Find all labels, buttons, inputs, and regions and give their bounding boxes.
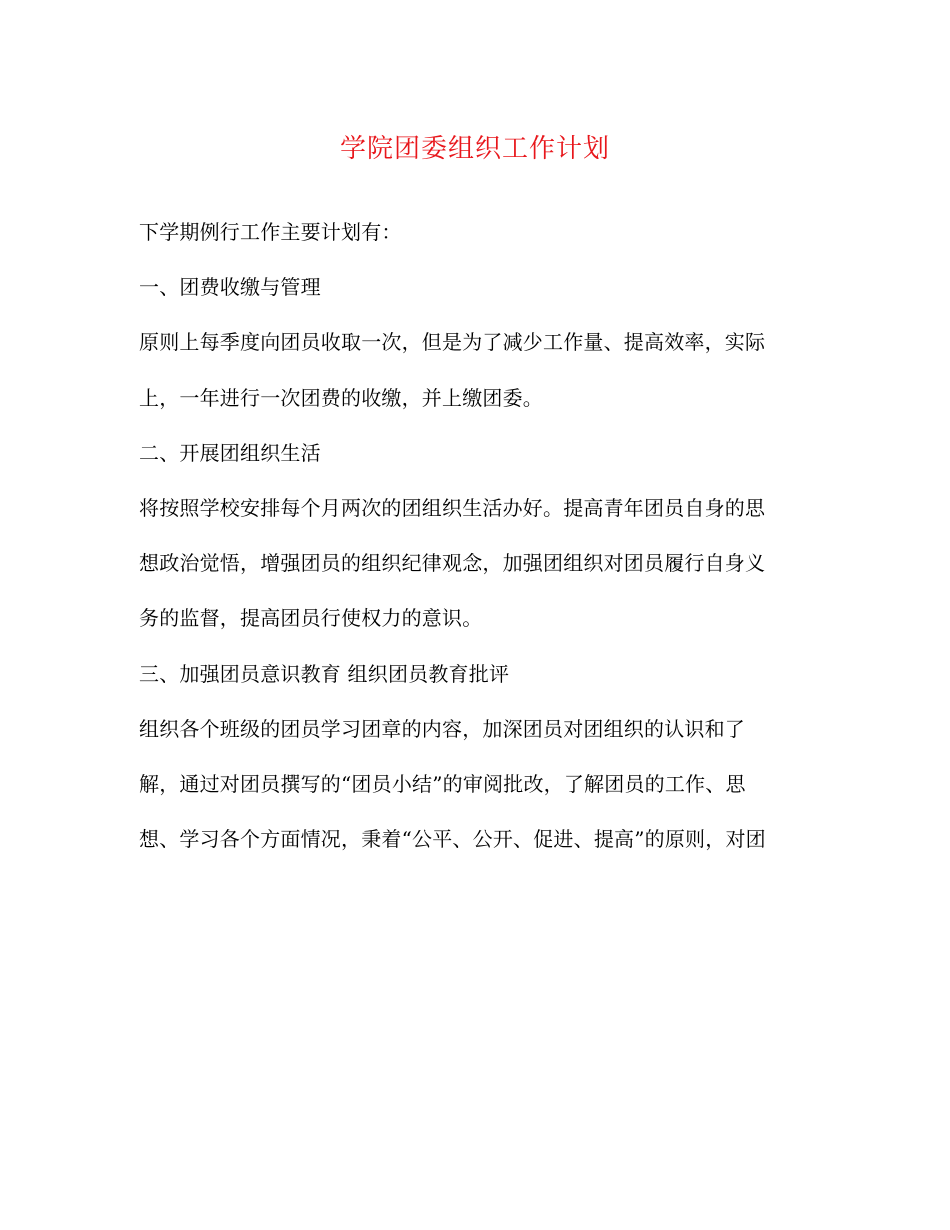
document-title: 学院团委组织工作计划 bbox=[339, 134, 610, 164]
paragraph-line: 下学期例行工作主要计划有： bbox=[139, 220, 402, 244]
paragraph-line: 务的监督，提高团员行使权力的意识。 bbox=[139, 606, 483, 631]
paragraph-line: 解，通过对团员撰写的“团员小结”的审阅批改，了解团员的工作、思 bbox=[139, 771, 746, 796]
paragraph-line: 二、开展团组织生活 bbox=[139, 440, 321, 465]
paragraph-line: 组织各个班级的团员学习团章的内容，加深团员对团组织的认识和了 bbox=[139, 716, 745, 741]
paragraph-line: 一、团费收缴与管理 bbox=[139, 275, 321, 300]
document-body bbox=[139, 210, 819, 872]
paragraph-line: 想、学习各个方面情况，秉着“公平、公开、促进、提高”的原则，对团 bbox=[139, 827, 766, 852]
paragraph-line: 三、加强团员意识教育 组织团员教育批评 bbox=[139, 661, 510, 686]
paragraph-line: 想政治觉悟，增强团员的组织纪律观念，加强团组织对团员履行自身义 bbox=[139, 551, 766, 576]
paragraph-line: 原则上每季度向团员收取一次，但是为了减少工作量、提高效率，实际 bbox=[139, 330, 766, 355]
paragraph-line: 将按照学校安排每个月两次的团组织生活办好。提高青年团员自身的思 bbox=[139, 495, 766, 520]
paragraph-line: 上，一年进行一次团费的收缴，并上缴团委。 bbox=[139, 385, 543, 410]
